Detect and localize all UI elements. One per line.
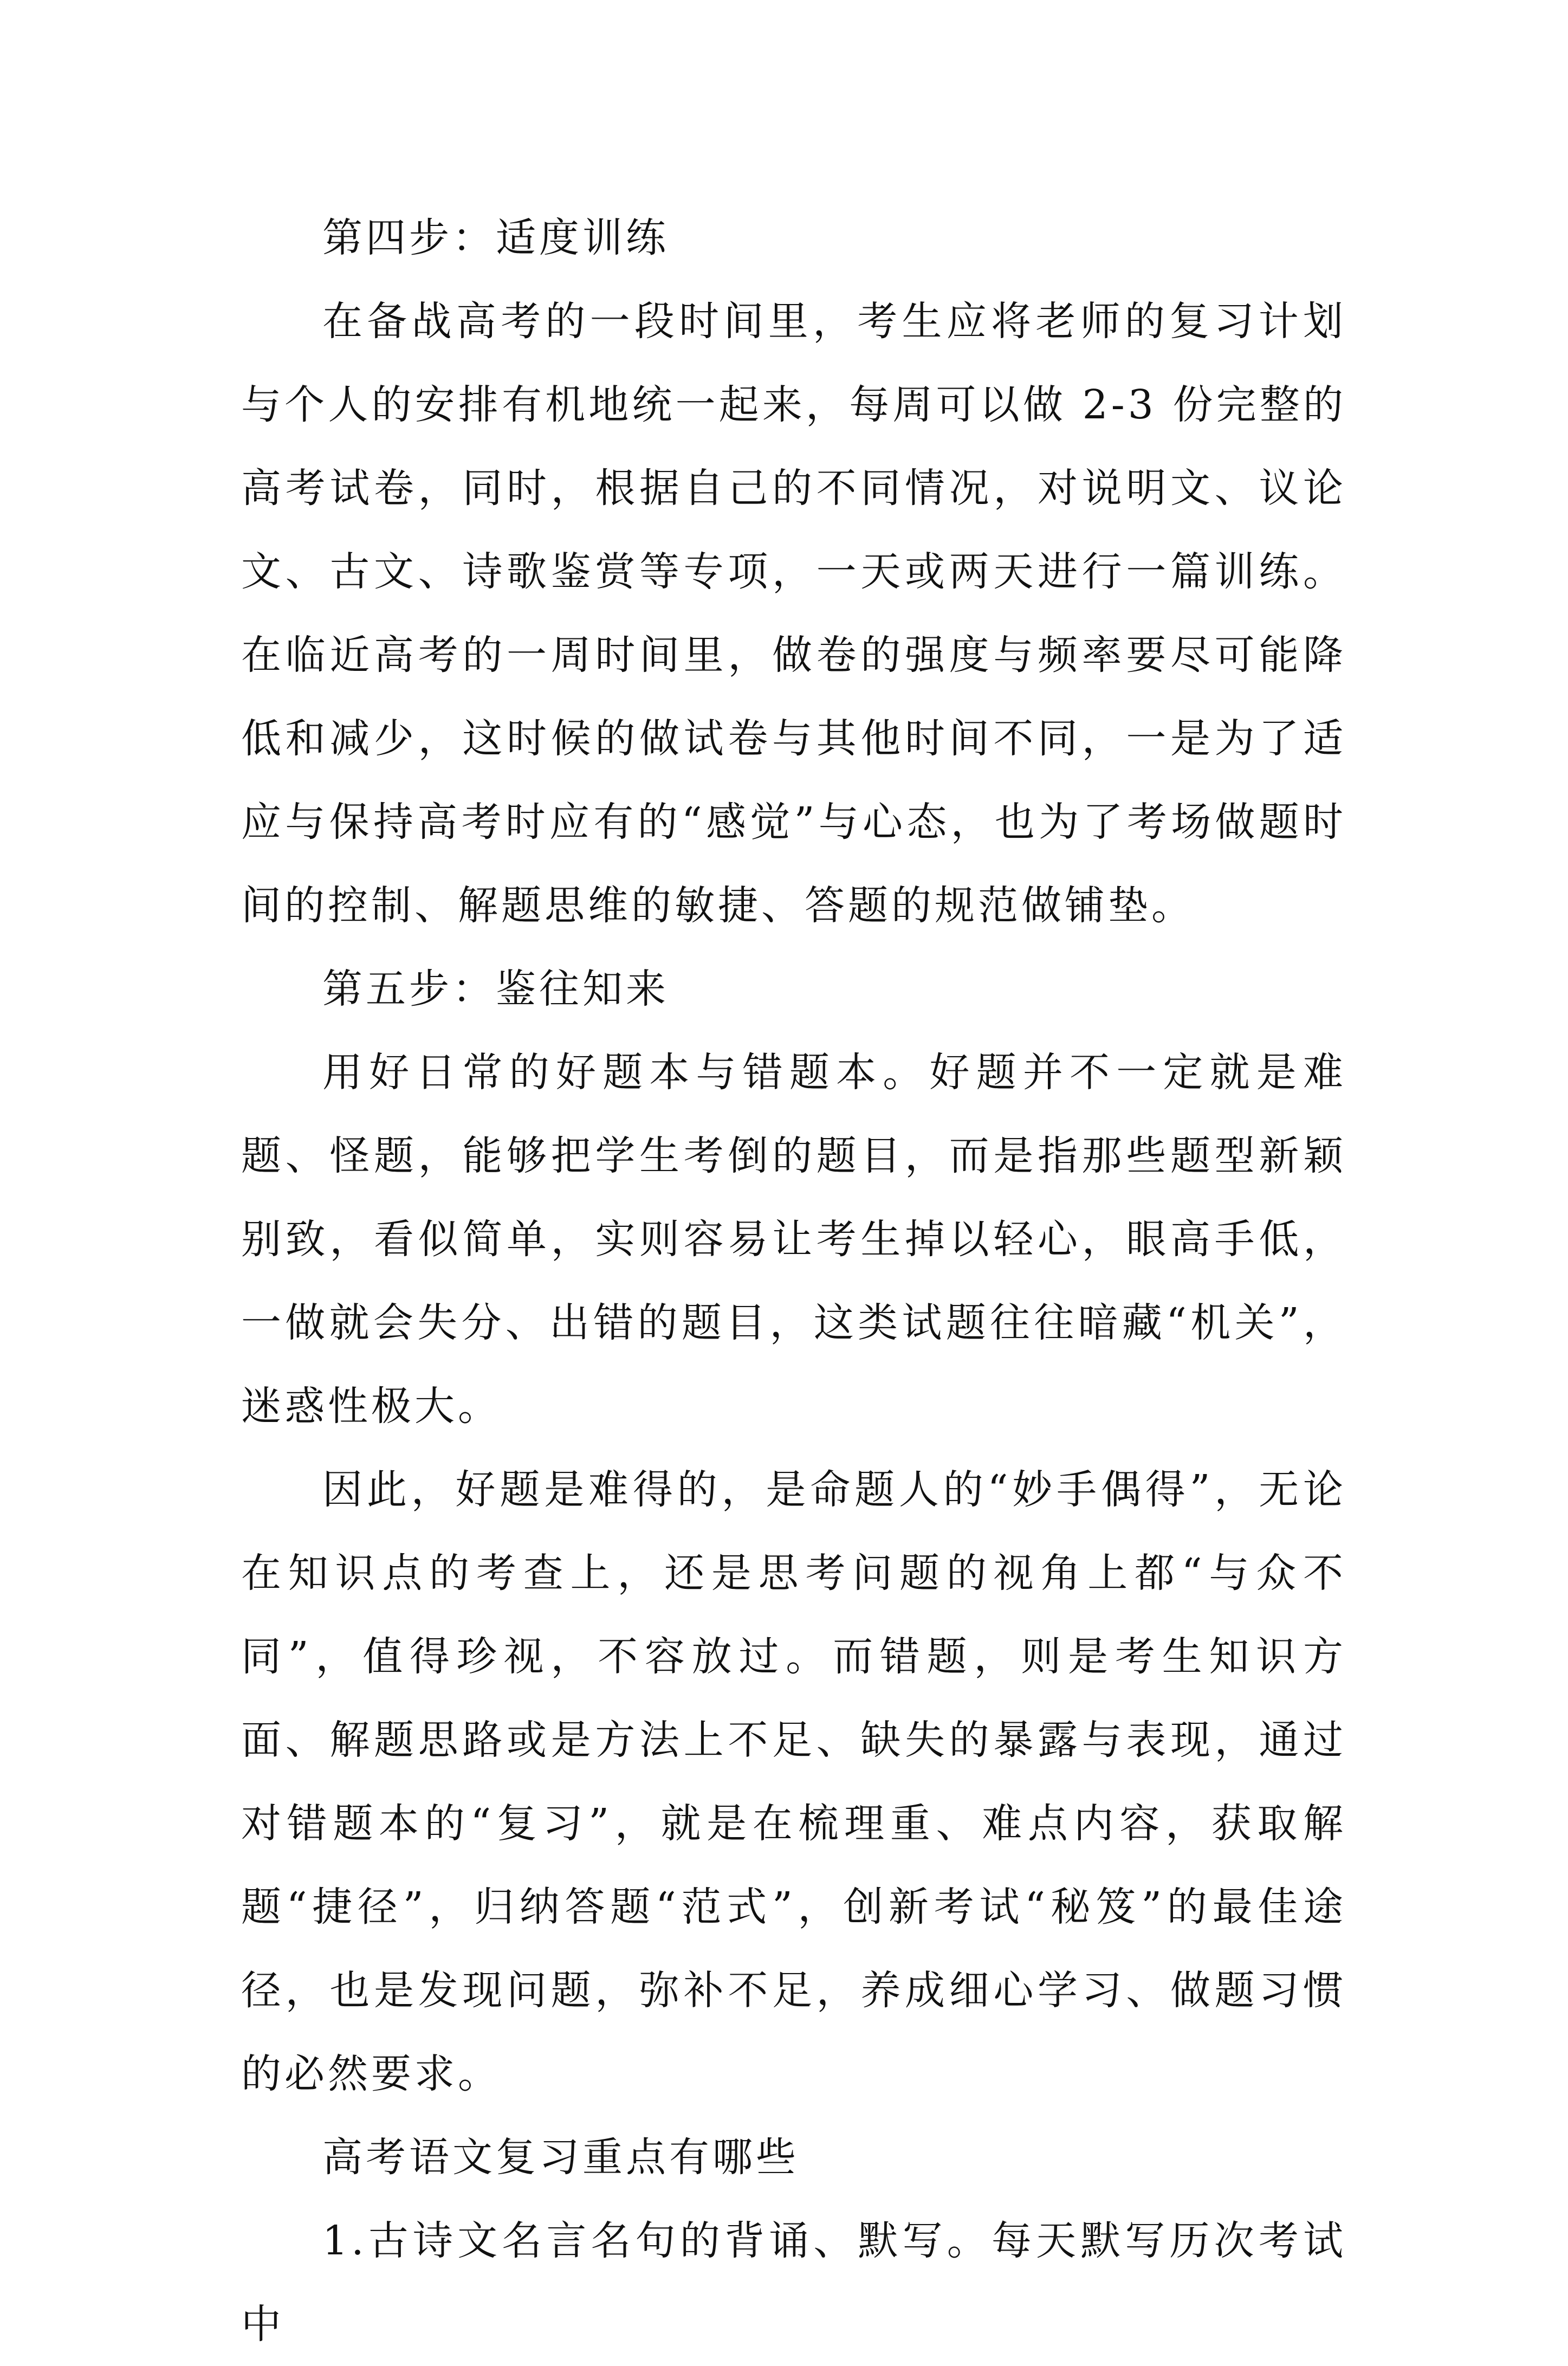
section-heading-step5: 第五步：鉴往知来 [322, 966, 669, 1012]
paragraph-step5-good-wrong-books: 用好日常的好题本与错题本。好题并不一定就是难题、怪题，能够把学生考倒的题目，而是指那些题型新颖别致，看似简单，实则容易让考生掉以轻心，眼高手低，一做就会失分、出错的题目，这类试题往往暗藏“机关”，迷惑性极大。 [241, 1049, 1346, 1430]
paragraph-step5-reasons: 因此，好题是难得的，是命题人的“妙手偶得”，无论在知识点的考查上，还是思考问题的视角上都“与众不同”，值得珍视，不容放过。而错题，则是考生知识方面、解题思路或是方法上不足、缺失的暴露与表现，通过对错题本的“复习”，就是在梳理重、难点内容，获取解题“捷径”，归纳答题“范式”，创新考试“秘笈”的最佳途径，也是发现问题，弥补不足，养成细心学习、做题习惯的必然要求。 [241, 1466, 1346, 2097]
document-body [241, 196, 1346, 2366]
section-heading-step4: 第四步：适度训练 [322, 215, 669, 261]
paragraph-step4: 在备战高考的一段时间里，考生应将老师的复习计划与个人的安排有机地统一起来，每周可以做 2-3 份完整的高考试卷，同时，根据自己的不同情况，对说明文、议论文、古文、诗歌鉴赏等专项，一天或两天进行一篇训练。在临近高考的一周时间里，做卷的强度与频率要尽可能降低和减少，这时候的做试卷与其他时间不同，一是为了适应与保持高考时应有的“感觉”与心态，也为了考场做题时间的控制、解题思维的敏捷、答题的规范做铺垫。 [241, 298, 1346, 929]
list-item-1: 1.古诗文名言名句的背诵、默写。每天默写历次考试中 [241, 2218, 1346, 2348]
section-heading-key-points: 高考语文复习重点有哪些 [322, 2134, 799, 2181]
